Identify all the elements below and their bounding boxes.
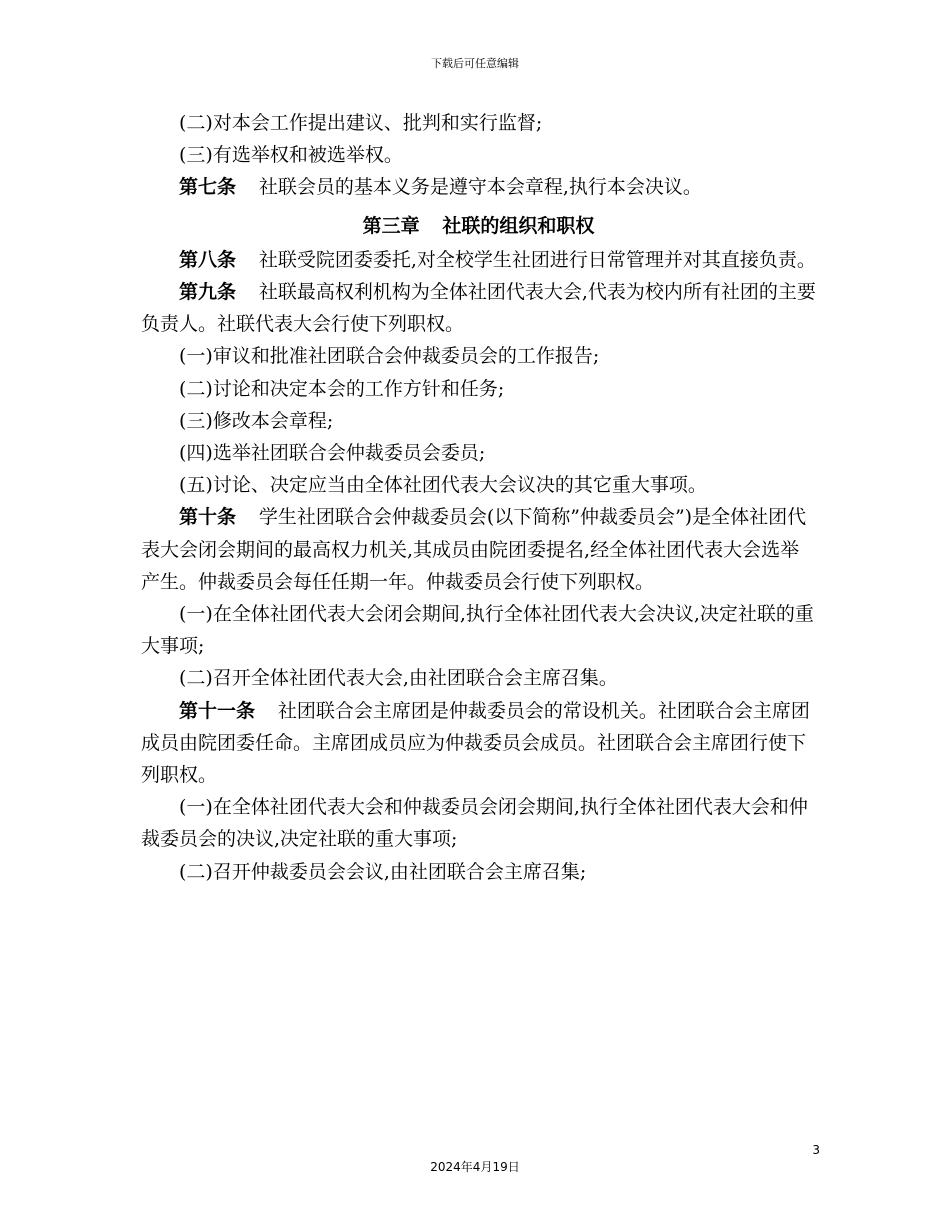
chapter-heading — [141, 210, 816, 242]
list-item: (二)讨论和决定本会的工作方针和任务; — [179, 377, 505, 400]
list-item: (一)审议和批准社团联合会仲裁委员会的工作报告; — [179, 345, 600, 368]
document-body — [141, 107, 816, 888]
article-label: 第八条 — [179, 248, 237, 271]
chapter-number: 第三章 — [362, 214, 420, 237]
list-item: (二)对本会工作提出建议、批判和实行监督; — [179, 112, 543, 134]
article-text: 学生社团联合会仲裁委员会(以下简称”仲裁委员会”)是全体社团代表大会闭会期间的最高权力机关,其成员由院团委提名,经全体社团代表大会选举产生。仲裁委员会每任任期一年。仲裁委员会行使下列职权。 — [141, 506, 807, 593]
article-8 — [141, 244, 816, 276]
article-9 — [141, 276, 816, 340]
article-text: 社联会员的基本义务是遵守本会章程,执行本会决议。 — [258, 176, 702, 199]
list-item: (二)召开仲裁委员会会议,由社团联合会主席召集; — [179, 860, 587, 883]
article-11 — [141, 695, 816, 792]
list-item: (一)在全体社团代表大会闭会期间,执行全体社团代表大会决议,决定社联的重大事项; — [141, 603, 814, 658]
list-item: (二)召开全体社团代表大会,由社团联合会主席召集。 — [179, 667, 618, 690]
chapter-title: 社联的组织和职权 — [442, 214, 595, 237]
article-text: 社团联合会主席团是仲裁委员会的常设机关。社团联合会主席团成员由院团委任命。主席团成员应为仲裁委员会成员。社团联合会主席团行使下列职权。 — [141, 699, 810, 787]
page-footer-date: 2024年4月19日 — [430, 1160, 520, 1174]
article-text: 社联受院团委委托,对全校学生社团进行日常管理并对其直接负责。 — [258, 248, 816, 271]
list-item: (一)在全体社团代表大会和仲裁委员会闭会期间,执行全体社团代表大会和仲裁委员会的决议,决定社联的重大事项; — [141, 796, 808, 851]
page-number: 3 — [812, 1143, 820, 1157]
article-text: 社联最高权利机构为全体社团代表大会,代表为校内所有社团的主要负责人。社联代表大会行使下列职权。 — [141, 281, 816, 336]
list-item: (三)有选举权和被选举权。 — [179, 144, 403, 167]
list-item: (三)修改本会章程; — [179, 409, 334, 432]
article-10 — [141, 501, 816, 598]
list-item: (四)选举社团联合会仲裁委员会委员; — [179, 442, 486, 465]
list-item: (五)讨论、决定应当由全体社团代表大会议决的其它重大事项。 — [179, 474, 707, 497]
article-label: 第九条 — [179, 281, 237, 304]
page-header: 下载后可任意编辑 — [431, 57, 519, 70]
article-7 — [141, 171, 816, 203]
article-label: 第十一条 — [179, 699, 256, 722]
article-label: 第十条 — [179, 506, 237, 529]
article-label: 第七条 — [179, 176, 237, 199]
